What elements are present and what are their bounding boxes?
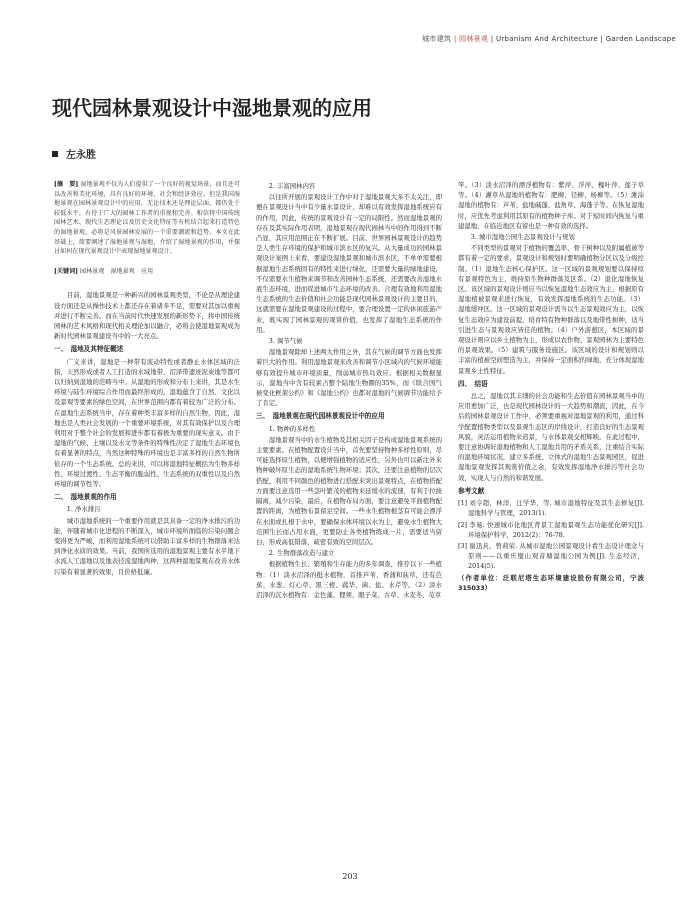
abstract-text: 湿地景观不仅为人们提供了一个良好的视觉场景，而且还可以改善和美化环境，具有良好的环境、社会和经济效应。但是我国湿地景观在园林景观设计中的应用，无论技术还是理论层面，都仍处于较低水平，有待于广大的园林工作者的重视和完善。相信将中国传统园林艺术、现代生态理论以及历史文化特征等有机结合起来打造特色的湿地景观，必将是风景园林发展的一个重要潮流和趋势。本文在此基础上，简要阐述了湿地景观与湿地，介绍了湿地景观的作用，并探讨如何在现代景观设计中表现湿地景观设计。 [54, 181, 241, 256]
paragraph: 根据植物生长、繁殖和生存能力的多年调查，推荐以下一些植物：（1）淡水沼泽的挺水植物，首推芦苇、香蒲和荻草，还有芭蕉、水葱、灯心草、黑三棱、菰华、菌、盐、水芹等。（2）淡水沼泽的沉水植物有：金色藻、狸须、眼子菜、古草、水麦冬、苋草 [256, 560, 442, 599]
journal-header [422, 34, 676, 44]
subsection-heading: 2. 生物群落改造与建立 [268, 549, 335, 558]
keywords-label: [关键词] [54, 267, 79, 275]
header-section-b: 园林景观 [459, 35, 489, 43]
subsection-heading: 2. 丰富园林内容 [268, 182, 316, 190]
reference-item: [2] 李易. 快速城市化地区背景工湿地景观生态功能优化研究[J]. 环境保护科学，2012(2)：76-78. [458, 520, 644, 539]
references-heading: 参考文献 [458, 486, 485, 495]
subsection-heading: 3. 调节气候 [268, 337, 303, 346]
subsection-heading: 1. 物种的多样性 [268, 424, 316, 433]
paragraph: 目前，湿地景观是一种新兴的园林景观类型，不论是从理论建设方面还是从操作技术上都还存在着诸多不足，需要对其加以重视并进行不断完善。而在当前时代快速发展的新形势下，将中国传统园林的艺术风格和现代相关理论加以融合，必将会使湿地景观成为新时代园林景观建设当中的一大亮点。 [54, 291, 240, 341]
paragraph: 总之，湿地以其丰缮的社会功能和生态价值在园林景观当中的应用愈加广泛，也是现代园林设计的一大趋势和潮流，因此，在今后的园林景观设计工作中，必须要重视对湿地景观的利用，通过科学配置植物类型以及景观生态区的岸线设计，打造良好的生态景观风貌，灵活运用植物来造景，与水体景观交相辉映。在此过程中，要注意协调好湿地植物和人工湿地共用的矛盾关系，注重结合实际的湿地环境状况，建立多系统、立体式的湿地生态景观园区，促进湿地景观发挥其观赏价值之余，有效发挥湿地净水排污等社会功效，实现人与自然的和谐发展。 [458, 392, 644, 482]
author-square-icon [52, 151, 58, 157]
page-number: 203 [342, 872, 358, 881]
section-heading: 一、 湿地及其特征概述 [54, 345, 124, 354]
column-3 [458, 180, 644, 594]
abstract [54, 180, 240, 257]
author-line [52, 146, 96, 161]
subsection-heading: 3. 城市湿地公园生态景观设计与规划 [470, 233, 575, 242]
subsection-heading: 1. 净水排污 [66, 505, 101, 514]
paragraph: 以往所开展的景观设计工作中对于湿地景观大多不太关注，即便在景观设计当中有少量水景设计，却难以有效发挥湿地系统应有的作用，因此，传统的景观设计有一定的局限性。然而湿地景观的存在及其实际作用表明，湿地景观在现代园林当中的作用得到不断凸显，其应用范围正在不断扩展。目前，世界园林景观设计的趋势是人类生存环境的保护和城市滨水区的复兴。从大量成功的园林景观设计案例上来看，要建设湿地景观和城市滨水区，不单单需要根据湿地生态系统固有的特性来进行绿化，还需要大量的绿地建设，不仅需要水生植物来调节和改善园林生态系统，还需要改善湿地水底生态环境，进而促进城市生态环境的改善。合理有效地利用湿地生态系统的生态价值和社会功能是现代园林景观设计的主要目的，这就需要在湿地景观建设的过程中，要合理设置一定的休闲旅游产业，既实现了园林景观的观赏价值，也发挥了湿地生态系统的作用。 [256, 193, 442, 334]
keywords [54, 267, 240, 277]
author-affiliation: （作者单位：泛联尼塔生态环境建设股份有限公司，宁波 315033） [458, 573, 644, 592]
paragraph: 竿。（3）淡水沼泽的漂浮植物有：紫萍、浮萍、槐叶萍、莲子草等。（4）灌草丛湿地的植物有：肥柳、径柳、杨柳等。（5）滩涂湿地的植物有：芦苇、盐地碱蓬、盐角草、海蓬子等。在恢复湿地时，应优先考虑利用其原有的植物种子库。对于短时间内恢复与重建湿地，在临近地区有留也是一种有效的选择。 [458, 181, 644, 230]
paragraph: 湿地景观除却上述两大作用之外，其在气候的调节方面也发挥着巨大的作用。利用湿地景观来改善和调节小区域内的气候环境能够有效提升城市环境质量，削弱城市热岛效应。根据相关数据显示，湿地当中含有较素占整个陆地生物圈的35%，而《联合国气候变化框架公约》和《湿地公约》也都对湿地的气候调节功能给予了肯定。 [256, 348, 442, 408]
keywords-text: 园林景观 湿地景观 应用 [80, 267, 154, 275]
paragraph: 湿地景观当中的水生植物及其相关因子是构成湿地景观系统的主要要素。在植物配置设计当中，首先要坚持物种多样性原则，尽可能选择原生植物，以便增强植物的适应性，另外也可以新注外来物种破坏原生态的湿地系统生物环境；其次，还要注意植物的层次搭配，利用不同颜色的植物进行搭配来突出景观特点，在植物搭配方面要注意选用一些茎叶繁茂的植物来延缓水的流速，有利于拉拢隔离，减少污染，最后，在植物布局方面，要注意避免平面植物配置的距离，为植物布景留足空间。一些水生植物根茎有可能会漂浮在水面或扎根于水中，要确保水体环境以水为主，避免水生植物大范围生长而占用水面，更要防止各类植物练成一片，需要适当留白，形成高低错落、疏密有致的空间层次。 [256, 435, 442, 546]
column-2 [256, 180, 442, 601]
section-heading: 四、 结语 [458, 379, 488, 388]
header-section-a: 城市建筑 [422, 35, 452, 43]
paragraph: 城市湿地系统的一个重要作用就是其具备一定的净水排污的功能，伴随着城市化进程的不断深入，城市环境所面临的污染问题会变得更为严峻，而利用湿地系统可以借助丰富多样的生物群落来达到净化水质的效果。当前，我国所选用的湿地景观主要有水平地下水流人工湿地以及地表径流湿地两种，这两种湿地景观在改善水体污染有着显著的效果，且价格低廉。 [54, 516, 240, 576]
article-title: 现代园林景观设计中湿地景观的应用 [52, 96, 372, 120]
reference-item: [1] 刘令超，林洋，汪学华，等. 城市湿地特征及其生态修复[J]. 湿地科学与管理，2013(1). [458, 499, 644, 518]
column-1 [54, 180, 240, 578]
abstract-label: [摘 要] [54, 181, 79, 188]
header-english: | Urbanism And Architecture | Garden Landscape [488, 35, 676, 43]
header-separator: | [451, 35, 460, 43]
reference-item: [3] 谢迅具，曾莉荣. 从城市湿地公园景观设计看生态设计理念与原则——以重庆璧山观音塘湿地公园为例[J]. 生态经济，2014(5). [458, 541, 644, 571]
section-heading: 二、 湿地景观的作用 [54, 493, 117, 502]
paragraph: 广义来讲，湿地是一种带有流动特性或者静止水体区域的泛指，天然形成或者人工打造的水域地带、沼泽带遗迹泥炭地等都可以归纳到湿地的范畴当中。从湿地的形成和分布上来讲，其是水生环境与陆生环境综合作用而最终形成的，湿地蕴含了自然、文化以及景观等要素的绿色空间，在世界范围内都有着较为广泛的分布。在湿地生态系统当中，存在着种类丰富多样的自然生物，因此，湿地也是人类社会发展的一个重要环境系统，对其有效保护以及合理利用对于整个社会的发展和进步都有着极为重要的现实意义。由于湿地的气候、土壤以及水文等条件的特殊性决定了湿地生态环境也有着显著的特点，当然这种特殊的环境也是丰富多样的自然生物所依存的一个生态系统。总的来讲，可以将湿地特征概括为生物多样性、环境过渡性、生态平衡的脆弱性、生态系统的双重性以及自然环境的调节性等。 [54, 357, 240, 488]
author-name: 左永胜 [66, 150, 96, 161]
paragraph: 不同类型的景观对于植物的覆盖率、骨干树种以及附属植被等都有着一定的要求，景观设计和规划时要明确植物分区以及分级控制。（1）湿地生态核心保护区。这一区域的景观规划要以保持原有景观特色为主，维持原生物种群落及区系。（2）退化湿地恢复区。该区域的景观设计则应当以恢复湿地生态效应为主，根据原有湿地植被景观来进行恢复，有效发挥湿地系统的生态功能。（3）湿地缓冲区。这一区域的景观设计需当以生态景观效应为主，以恢复生态效应为建设前提，培育特有物种群落以及地带性树种，适当引进生态与景观效应皆佳的植物；（4）户外游憩区，本区域的景观设计则应以乡土植物为主，形成以农作物、景观园林为主要特色的景观效果。（5）建筑与服务设施区。该区域的设计和规划则以丰富的植被空间塑造为主，并保持一定面积的绿地，充分体现湿地景观乡土性特征。 [458, 244, 644, 375]
section-heading: 三、 湿地景观在现代园林景观设计中的应用 [256, 412, 385, 421]
